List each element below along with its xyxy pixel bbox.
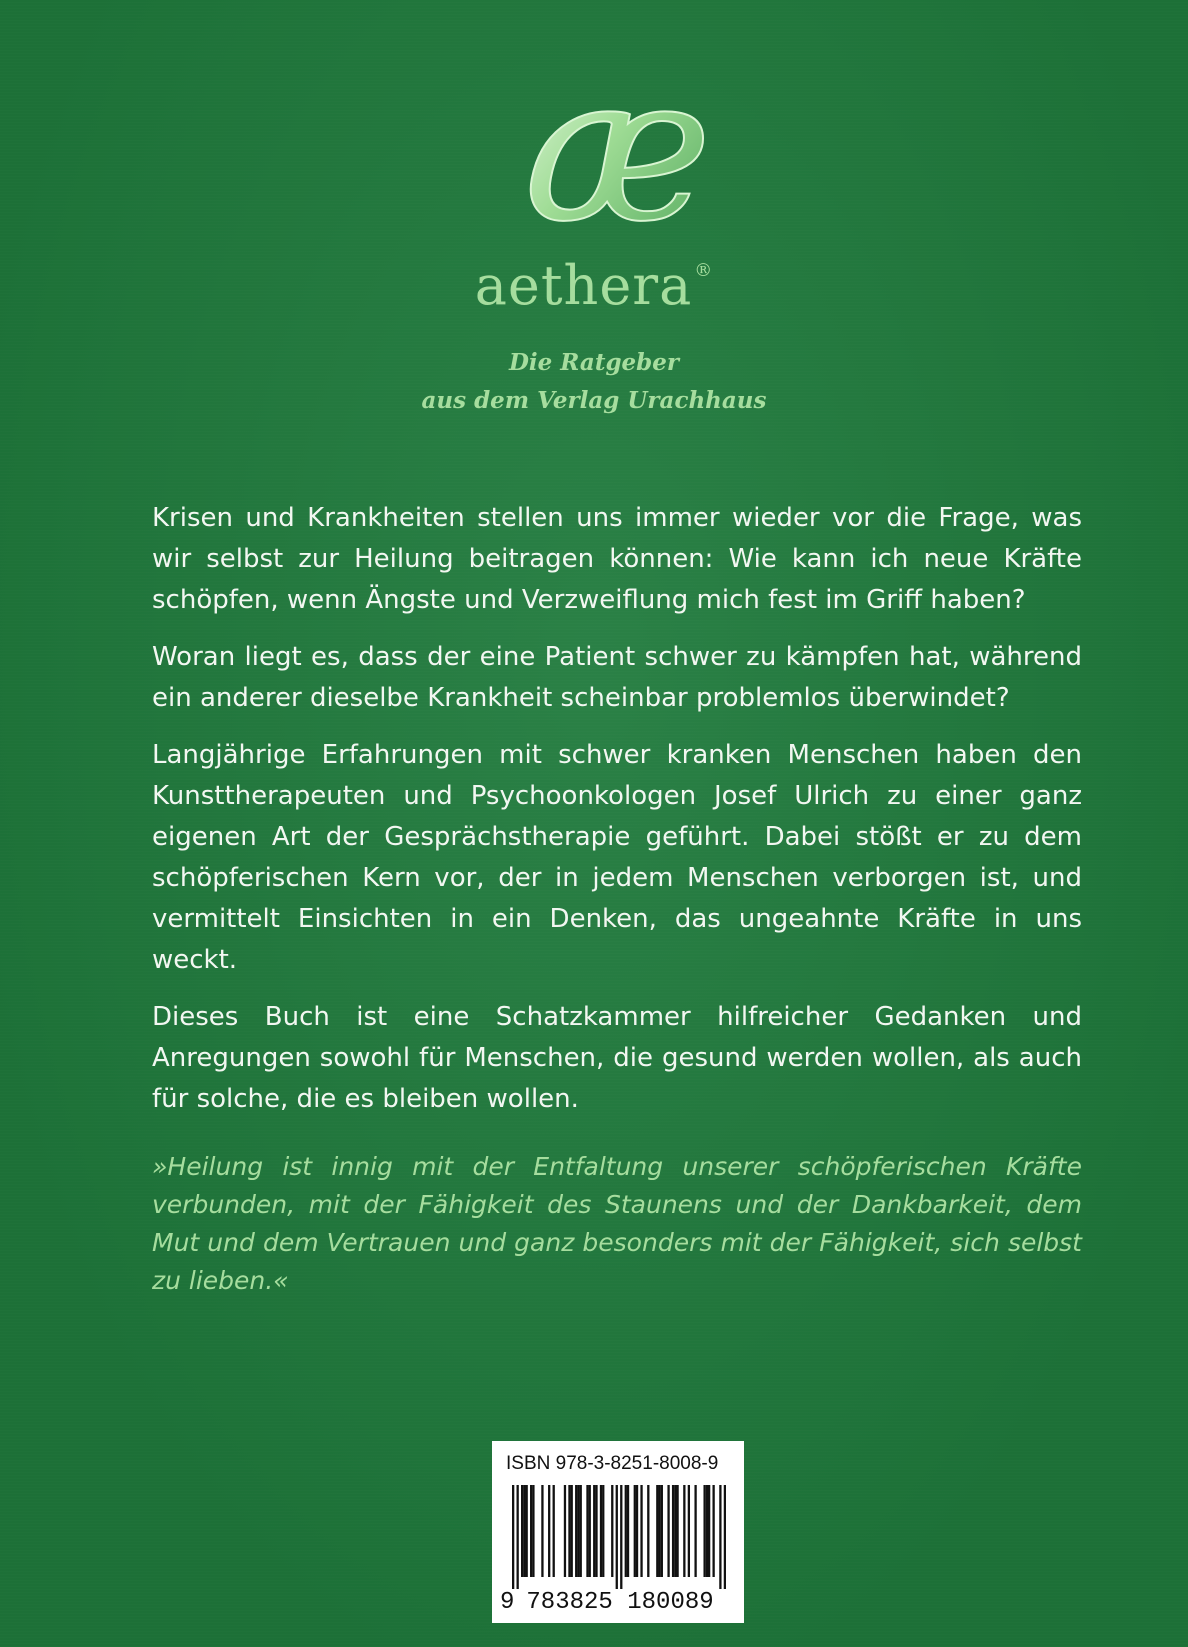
barcode-first-digit: 9 (500, 1589, 515, 1616)
barcode-bar (616, 1485, 618, 1589)
barcode-bar (568, 1485, 570, 1577)
barcode-bar (647, 1485, 649, 1577)
barcode-bar (708, 1485, 710, 1577)
ae-ligature-icon (508, 68, 728, 258)
barcode-bar (593, 1485, 595, 1577)
barcode-bar (724, 1485, 726, 1589)
barcode-digit-group-2: 180089 (627, 1589, 714, 1616)
isbn-label: ISBN 978-3-8251-8008-9 (506, 1453, 719, 1474)
brand-text: aethera (474, 254, 693, 317)
barcode-bar (575, 1485, 577, 1577)
barcode-bar (611, 1485, 613, 1577)
barcode-bar (541, 1485, 543, 1577)
barcode-bar (640, 1485, 642, 1577)
barcode-bar (658, 1485, 660, 1577)
barcode-bar (634, 1485, 636, 1577)
tagline-line-2: aus dem Verlag Urachhaus (421, 387, 767, 414)
barcode-bar (661, 1485, 663, 1577)
barcode-bar (719, 1485, 721, 1589)
barcode-bar (571, 1485, 573, 1577)
barcode-bar (600, 1485, 602, 1577)
barcode-bar (577, 1485, 579, 1577)
barcode-bar (521, 1485, 523, 1577)
barcode-bar (586, 1485, 588, 1577)
barcode-bar (694, 1485, 696, 1577)
barcode-bar (553, 1485, 555, 1577)
barcode-bar (667, 1485, 669, 1577)
barcode-bar (712, 1485, 714, 1577)
tagline-line-1: Die Ratgeber (508, 349, 680, 376)
brand-name (0, 254, 1188, 317)
barcode-bar (530, 1485, 532, 1577)
barcode-digit-group-1: 783825 (526, 1589, 613, 1616)
barcode-bar (548, 1485, 550, 1577)
barcode-bar (656, 1485, 658, 1577)
barcode-bar (688, 1485, 690, 1577)
barcode-bar (512, 1485, 514, 1589)
registered-mark: ® (694, 260, 714, 281)
blurb-paragraph: Dieses Buch ist eine Schatzkammer hilfreicher Gedanken und Anregungen sowohl für Menschen, die gesund werden wollen, als auch für solche, die es bleiben wollen. (152, 1002, 1082, 1114)
barcode-bar (676, 1485, 678, 1577)
barcode-bar (564, 1485, 566, 1577)
barcode-bar (580, 1485, 582, 1577)
barcode-bar (674, 1485, 676, 1577)
barcode-bar (602, 1485, 604, 1577)
barcode-icon (512, 1485, 726, 1589)
svg-text:æ: æ (524, 68, 712, 258)
barcode-bar (523, 1485, 525, 1577)
barcode-bar (703, 1485, 705, 1577)
barcode-bar (706, 1485, 708, 1577)
barcode-bar (620, 1485, 622, 1589)
blurb-paragraph: Woran liegt es, dass der eine Patient schwer zu kämpfen hat, während ein anderer dieselbe Krankheit scheinbar problemlos überwindet? (152, 642, 1082, 713)
barcode-bar (672, 1485, 674, 1577)
quote: »Heilung ist innig mit der Entfaltung unserer schöpferischen Kräfte verbunden, mit der Fähigkeit des Staunens und der Dankbarkeit, dem Mut und dem Vertrauen und ganz besonders mit der Fähigkeit, sich selbst zu lieben.« (152, 1152, 1082, 1295)
barcode-bar (589, 1485, 591, 1577)
barcode-bar (683, 1485, 685, 1577)
blurb-paragraph: Krisen und Krankheiten stellen uns immer wieder vor die Frage, was wir selbst zur Heilung beitragen können: Wie kann ich neue Kräfte schöpfen, wenn Ängste und Verzweiflung mich fest im Griff haben? (152, 503, 1082, 615)
barcode-bar (517, 1485, 519, 1589)
tagline (0, 344, 1188, 420)
barcode-bar (625, 1485, 627, 1577)
barcode-bar (532, 1485, 534, 1577)
barcode-bar (526, 1485, 528, 1577)
barcode-bar (595, 1485, 597, 1577)
barcode-digits (500, 1589, 740, 1616)
barcode-bar (636, 1485, 638, 1577)
blurb-paragraph: Langjährige Erfahrungen mit schwer kranken Menschen haben den Kunsttherapeuten und Psychoonkologen Josef Ulrich zu einer ganz eigenen Art der Gesprächstherapie geführt. Dabei stößt er zu dem schöpferischen Kern vor, der in jedem Menschen verborgen ist, und vermittelt Einsichten in ein Denken, das ungeahnte Kräfte in uns weckt. (152, 740, 1082, 975)
blurb (152, 498, 1082, 1136)
barcode-bar (627, 1485, 629, 1577)
barcode-box (492, 1441, 744, 1623)
